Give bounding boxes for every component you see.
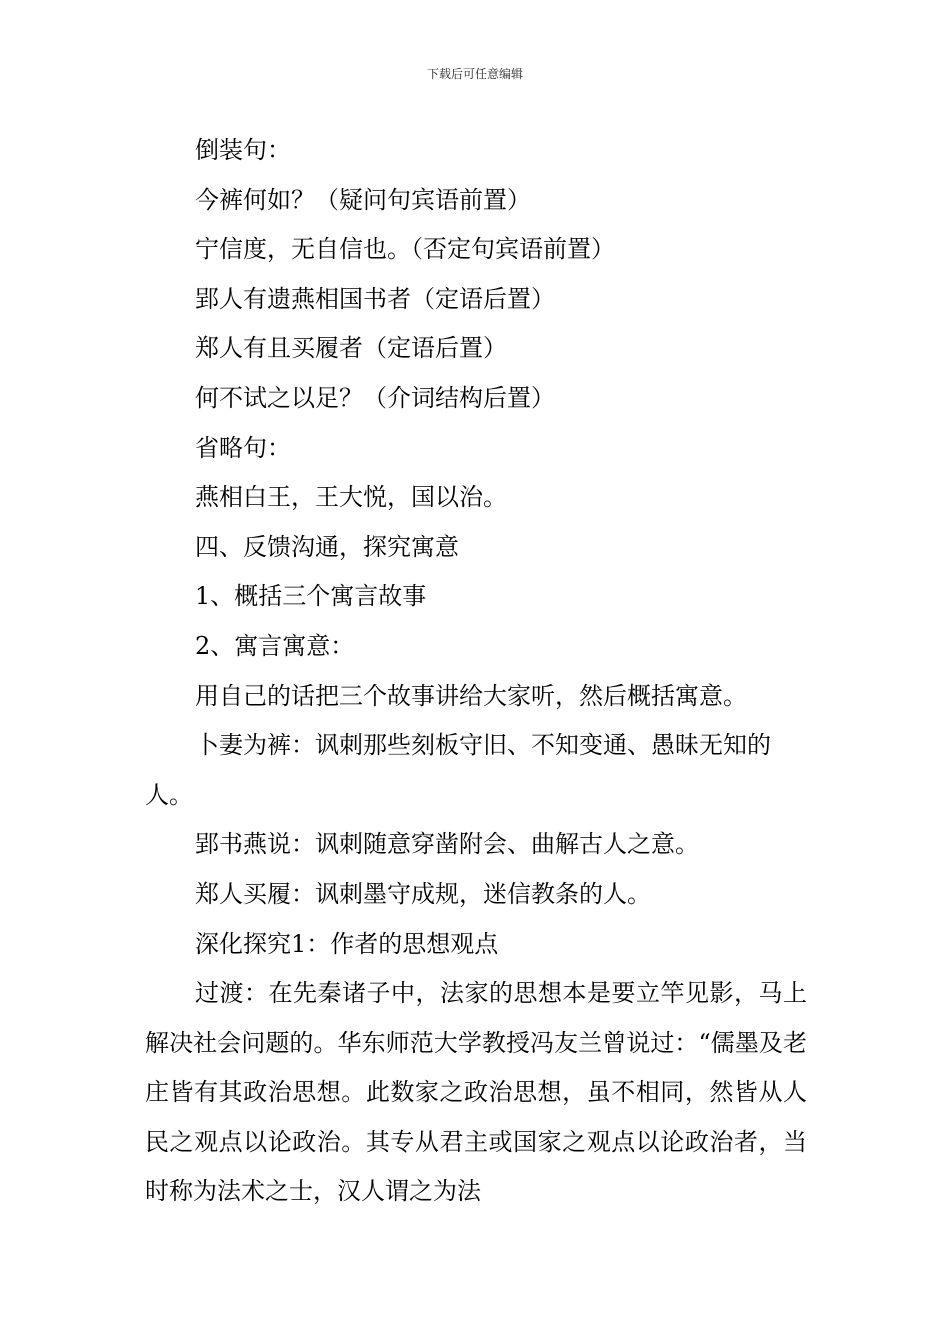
paragraph-subsection-heading: 深化探究1：作者的思想观点	[195, 929, 499, 958]
paragraph-ellipsis-heading: 省略句：	[195, 433, 291, 462]
paragraph-fable-meaning: 卜妻为裤：讽刺那些刻板守旧、不知变通、愚昧无知的人。	[145, 731, 771, 809]
document-body	[145, 126, 807, 1217]
paragraph-section-heading: 四、反馈沟通，探究寓意	[195, 532, 459, 561]
paragraph-transition: 过渡：在先秦诸子中，法家的思想本是要立竿见影，马上解决社会问题的。华东师范大学教授冯友兰曾说过：“儒墨及老庄皆有其政治思想。此数家之政治思想，虽不相同，然皆从人民之观点以论政治。其专从君主或国家之观点以论政治者，当时称为法术之士，汉人谓之为法	[145, 979, 807, 1206]
paragraph-example: 郢人有遗燕相国书者（定语后置）	[195, 284, 555, 313]
paragraph-example: 宁信度，无自信也。（否定句宾语前置）	[195, 235, 615, 264]
paragraph-list-item: 2、寓言寓意：	[195, 631, 355, 660]
paragraph-list-item: 1、概括三个寓言故事	[195, 582, 427, 611]
paragraph-example: 今裤何如？（疑问句宾语前置）	[195, 185, 531, 214]
paragraph-instruction: 用自己的话把三个故事讲给大家听，然后概括寓意。	[195, 681, 747, 710]
page-header: 下载后可任意编辑	[426, 67, 523, 81]
paragraph-example: 燕相白王，王大悦，国以治。	[195, 483, 507, 512]
paragraph-inversion-heading: 倒装句：	[195, 136, 291, 164]
paragraph-fable-meaning: 郢书燕说：讽刺随意穿凿附会、曲解古人之意。	[195, 830, 699, 859]
paragraph-example: 郑人有且买履者（定语后置）	[195, 334, 507, 363]
paragraph-example: 何不试之以足？（介词结构后置）	[195, 383, 555, 412]
paragraph-fable-meaning: 郑人买履：讽刺墨守成规，迷信教条的人。	[195, 879, 651, 908]
